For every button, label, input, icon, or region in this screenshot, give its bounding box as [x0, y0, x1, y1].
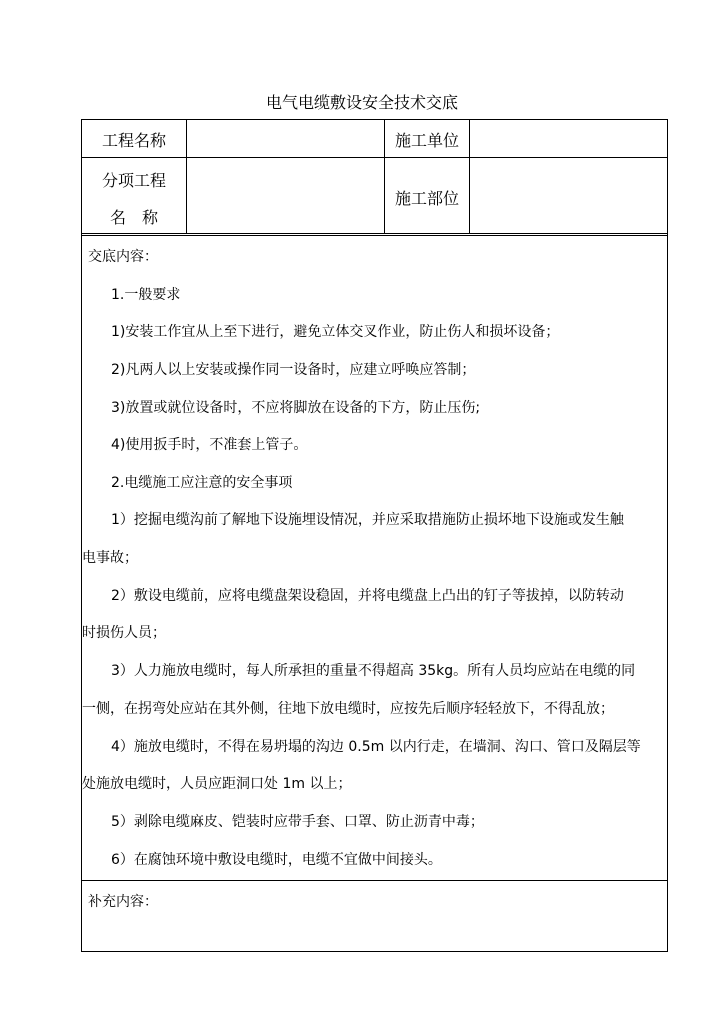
row-divider: [81, 235, 668, 236]
column-divider: [186, 119, 187, 234]
content-line: 1）挖掘电缆沟前了解地下设施埋设情况，并应采取措施防止损坏地下设施或发生触: [111, 512, 624, 528]
content-line: 一侧，在拐弯处应站在其外侧，往地下放电缆时，应按先后顺序轻轻放下，不得乱放；: [82, 701, 614, 717]
project-name-label: 工程名称: [101, 131, 166, 150]
content-line: 电事故；: [82, 550, 138, 566]
content-label: 交底内容：: [88, 249, 158, 265]
document-title: 电气电缆敷设安全技术交底: [265, 93, 458, 112]
sub-project-label-line2: 名 称: [109, 208, 158, 227]
supplement-label: 补充内容：: [88, 894, 158, 910]
content-line: 2）敷设电缆前，应将电缆盘架设稳固，并将电缆盘上凸出的钉子等拔掉，以防转动: [111, 588, 624, 604]
content-line: 2.电缆施工应注意的安全事项: [111, 475, 293, 491]
content-line: 4）施放电缆时，不得在易坍塌的沟边 0.5m 以内行走，在墙洞、沟口、管口及隔层等: [111, 739, 641, 755]
content-line: 6）在腐蚀环境中敷设电缆时，电缆不宜做中间接头。: [111, 852, 442, 868]
content-line: 5）剥除电缆麻皮、铠装时应带手套、口罩、防止沥青中毒；: [111, 814, 484, 830]
sub-project-label-line1: 分项工程: [101, 171, 166, 190]
contractor-label: 施工单位: [394, 131, 459, 150]
content-line: 2)凡两人以上安装或操作同一设备时，应建立呼唤应答制；: [111, 362, 476, 378]
content-line: 处施放电缆时，人员应距洞口处 1m 以上；: [82, 776, 352, 792]
construction-part-label: 施工部位: [394, 189, 459, 208]
content-line: 1)安装工作宜从上至下进行，避免立体交叉作业，防止伤人和损坏设备；: [111, 324, 560, 340]
content-line: 3）人力施放电缆时，每人所承担的重量不得超高 35kg。所有人员均应站在电缆的同: [111, 663, 636, 679]
content-line: 时损伤人员；: [82, 625, 166, 641]
row-divider: [81, 157, 668, 158]
column-divider: [469, 119, 470, 234]
content-line: 3)放置或就位设备时，不应将脚放在设备的下方，防止压伤;: [111, 400, 481, 416]
row-divider: [81, 233, 668, 234]
content-line: 4)使用扳手时，不准套上管子。: [111, 437, 308, 453]
content-line: 1.一般要求: [111, 287, 181, 303]
row-divider: [81, 880, 668, 881]
